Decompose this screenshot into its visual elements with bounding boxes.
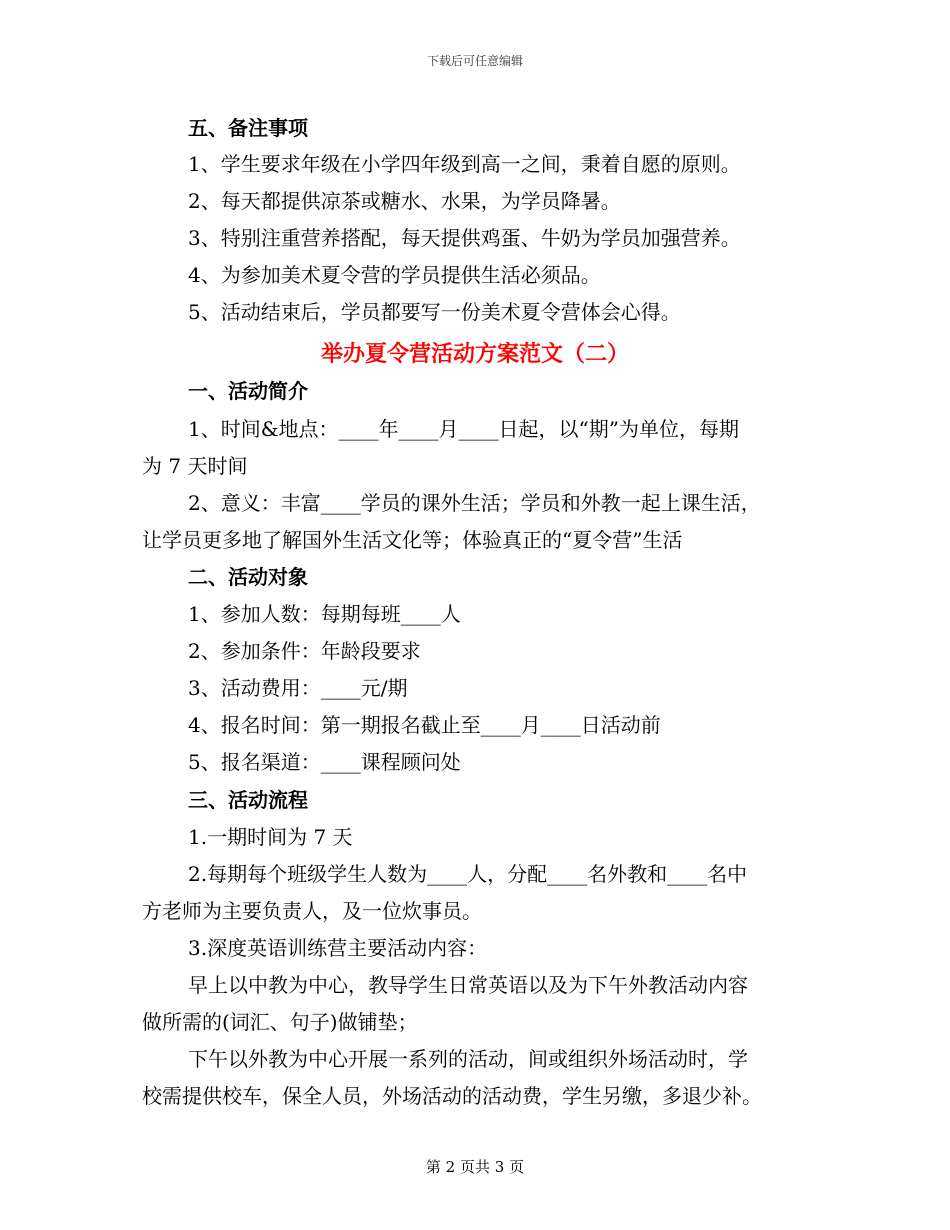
target-item-1: 1、参加人数：每期每班____人 bbox=[188, 602, 461, 626]
intro-item-1-line-1: 1、时间&地点：____年____月____日起，以“期”为单位，每期 bbox=[188, 417, 739, 441]
page-header: 下载后可任意编辑 bbox=[426, 54, 523, 68]
process-paragraph-2-line-2: 校需提供校车，保全人员，外场活动的活动费，学生另缴，多退少补。 bbox=[142, 1084, 762, 1108]
target-item-3: 3、活动费用：____元/期 bbox=[188, 676, 408, 700]
target-item-2: 2、参加条件：年龄段要求 bbox=[188, 639, 421, 663]
note-item-5: 5、活动结束后，学员都要写一份美术夏令营体会心得。 bbox=[188, 300, 681, 324]
note-item-4: 4、为参加美术夏令营的学员提供生活必须品。 bbox=[188, 263, 601, 287]
page-footer: 第 2 页共 3 页 bbox=[425, 1158, 525, 1176]
target-item-4: 4、报名时间：第一期报名截止至____月____日活动前 bbox=[188, 713, 661, 737]
process-item-1: 1.一期时间为 7 天 bbox=[188, 825, 353, 849]
process-paragraph-1-line-1: 早上以中教为中心，教导学生日常英语以及为下午外教活动内容 bbox=[188, 973, 748, 997]
process-item-3: 3.深度英语训练营主要活动内容： bbox=[188, 936, 488, 960]
section-3-heading: 三、活动流程 bbox=[188, 788, 308, 812]
section-2-heading: 二、活动对象 bbox=[188, 565, 308, 589]
process-item-2-line-2: 方老师为主要负责人，及一位炊事员。 bbox=[142, 899, 482, 923]
document-title: 举办夏令营活动方案范文（二） bbox=[320, 342, 629, 367]
intro-item-2-line-1: 2、意义：丰富____学员的课外生活；学员和外教一起上课生活， bbox=[188, 491, 761, 515]
intro-item-1-line-2: 为 7 天时间 bbox=[142, 454, 248, 478]
note-item-2: 2、每天都提供凉茶或糖水、水果，为学员降暑。 bbox=[188, 189, 621, 213]
note-item-3: 3、特别注重营养搭配，每天提供鸡蛋、牛奶为学员加强营养。 bbox=[188, 226, 741, 250]
target-item-5: 5、报名渠道：____课程顾问处 bbox=[188, 750, 461, 774]
section-1-heading: 一、活动简介 bbox=[188, 379, 308, 403]
process-item-2-line-1: 2.每期每个班级学生人数为____人，分配____名外教和____名中 bbox=[188, 862, 748, 886]
note-item-1: 1、学生要求年级在小学四年级到高一之间，秉着自愿的原则。 bbox=[188, 152, 741, 176]
intro-item-2-line-2: 让学员更多地了解国外生活文化等；体验真正的“夏令营”生活 bbox=[142, 528, 683, 552]
process-paragraph-2-line-1: 下午以外教为中心开展一系列的活动，间或组织外场活动时，学 bbox=[188, 1047, 748, 1071]
process-paragraph-1-line-2: 做所需的(词汇、句子)做铺垫； bbox=[142, 1010, 418, 1034]
section-5-heading: 五、备注事项 bbox=[188, 116, 308, 140]
